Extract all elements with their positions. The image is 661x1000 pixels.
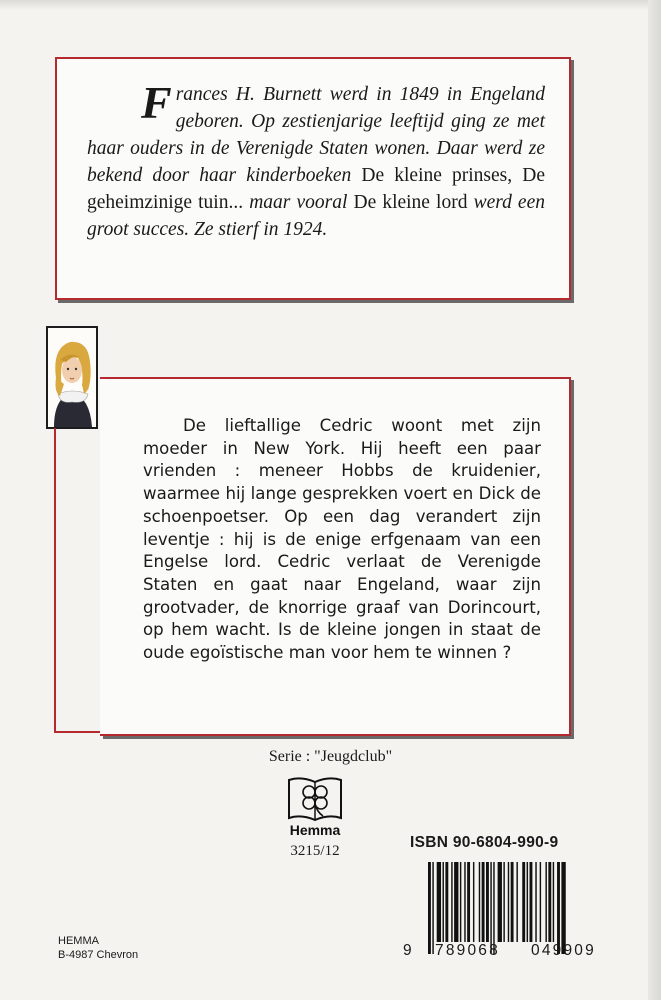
book-title-1: De kleine prinses, xyxy=(361,165,513,186)
barcode-bar xyxy=(428,862,431,954)
story-frame-left xyxy=(54,428,56,733)
barcode-bar xyxy=(530,862,533,942)
barcode-bar xyxy=(498,862,502,942)
barcode-bar xyxy=(482,862,485,942)
story-frame-bottom xyxy=(54,731,102,733)
barcode-bar xyxy=(445,862,448,942)
barcode-bar xyxy=(443,862,444,942)
barcode-bar xyxy=(540,862,541,942)
barcode-bar xyxy=(503,862,504,942)
cedric-portrait xyxy=(46,326,98,429)
barcode-lead-digit: 9 xyxy=(403,942,412,959)
barcode-bar xyxy=(493,862,494,954)
barcode xyxy=(426,862,630,954)
barcode-bar xyxy=(535,862,536,942)
barcode-bar xyxy=(467,862,470,942)
barcode-bar xyxy=(437,862,441,942)
bio-part-2: maar vooral xyxy=(243,192,354,213)
hemma-logo xyxy=(285,774,345,840)
barcode-bar xyxy=(473,862,474,942)
barcode-bar xyxy=(454,862,458,942)
bio-part-3: werd een groot succes. Ze stierf in 1924. xyxy=(87,192,545,240)
cover-top-edge xyxy=(0,0,661,10)
dropcap-letter: F xyxy=(141,77,172,128)
barcode-bar xyxy=(486,862,489,942)
barcode-bar xyxy=(464,862,465,942)
barcode-bar xyxy=(561,862,565,954)
barcode-bar xyxy=(511,862,514,942)
book-title-3: De kleine lord xyxy=(353,192,468,213)
barcode-bar xyxy=(460,862,461,942)
clover-book-icon xyxy=(285,774,345,840)
barcode-bar xyxy=(548,862,551,942)
author-bio-box xyxy=(55,57,571,300)
barcode-bar xyxy=(479,862,480,942)
barcode-bar xyxy=(553,862,554,942)
barcode-bar xyxy=(522,862,525,942)
story-summary-box xyxy=(100,377,571,736)
barcode-bar xyxy=(527,862,528,942)
story-summary-text xyxy=(143,415,541,665)
barcode-right-group: 049909 xyxy=(531,942,596,959)
summary-paragraph: De lieftallige Cedric woont met zijn moeder in New York. Hij heeft een paar vrienden : meneer Hobbs de kruidenier, waarmee hij lange gesprekken voert en Dick de schoenpoetser. Op een dag verandert zijn leventje : hij is de enige erfgenaam van een Engelse lord. Cedric verlaat de Verenigde Staten en gaat naar Engeland, waar zijn grootvader, de knorrige graaf van Dorincourt, op hem wacht. Is de kleine jongen in staat de oude egoïstische man voor hem te winnen ? xyxy=(143,416,541,663)
barcode-left-group: 789068 xyxy=(435,942,500,959)
catalog-code: 3215/12 xyxy=(290,843,340,859)
barcode-bar xyxy=(451,862,452,942)
series-label: Serie : "Jeugdclub" xyxy=(268,748,393,765)
cover-right-edge xyxy=(648,0,661,1000)
barcode-bar xyxy=(516,862,517,942)
barcode-bar xyxy=(545,862,546,942)
publisher-name: HEMMA xyxy=(58,935,99,947)
barcode-bar xyxy=(557,862,560,954)
publisher-address: B-4987 Chevron xyxy=(58,949,139,961)
isbn-number: ISBN 90-6804-990-9 xyxy=(410,834,559,851)
barcode-bar xyxy=(432,862,433,954)
publisher-info xyxy=(58,934,138,962)
logo-text: Hemma xyxy=(289,822,341,838)
book-title-2: De geheimzinige tuin... xyxy=(87,165,545,213)
barcode-bar xyxy=(508,862,509,942)
author-bio-text xyxy=(87,77,545,243)
portrait-illustration xyxy=(48,328,96,427)
bio-part-1: rances H. Burnett werd in 1849 in Engeland geboren. Op zestienjarige leeftijd ging ze met haar ouders in de Verenigde Staten wonen. Daar werd ze bekend door haar kinderboeken xyxy=(87,84,545,186)
barcode-bar xyxy=(490,862,491,954)
